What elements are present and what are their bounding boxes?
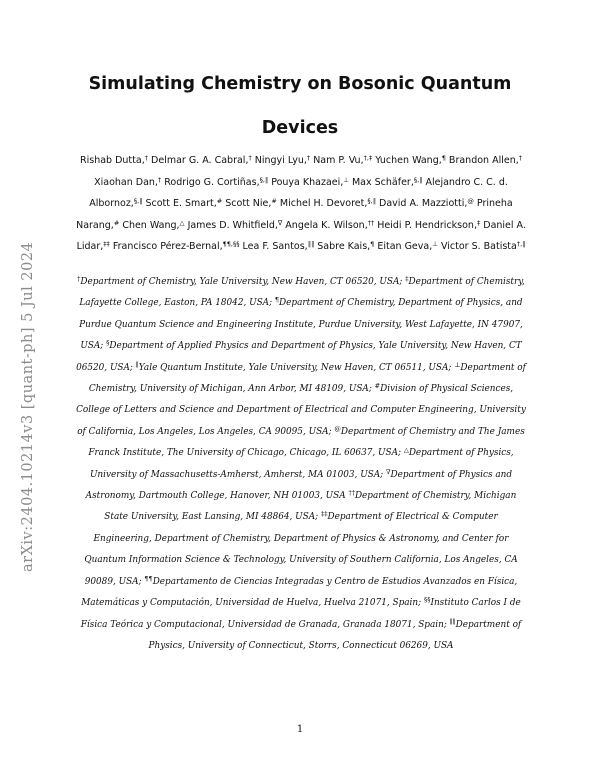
- author: Delmar G. A. Cabral,†: [151, 154, 252, 166]
- affiliation: ∥Yale Quantum Institute, Yale University, New Haven, CT 06511, USA;: [135, 360, 452, 373]
- author: Chen Wang,△: [122, 218, 185, 231]
- arxiv-identifier: arXiv:2404.10214v3 [quant-ph] 5 Jul 2024: [20, 241, 36, 572]
- author: Victor S. Batista†,∥: [440, 240, 526, 252]
- author: Scott Nie,#: [225, 197, 277, 209]
- affiliation: ⊥Department of Chemistry, University of Michigan, Ann Arbor, MI 48109, USA;: [88, 360, 526, 395]
- author: Lea F. Santos,∥∥: [242, 240, 315, 252]
- author: Pouya Khazaei,⊥: [271, 175, 349, 188]
- affiliations: [76, 272, 526, 657]
- affiliation: #Division of Physical Sciences, College of Letters and Science and Department of Electrical and Computer Engineering, University of California, Los Angeles, Los Angeles, CA 90095, USA;: [76, 382, 526, 437]
- page-number: 1: [296, 724, 304, 735]
- author: Sabre Kais,¶: [317, 240, 375, 252]
- author: Eitan Geva,⊥: [377, 240, 438, 252]
- author: Daniel A. Lidar,‡‡: [76, 219, 526, 252]
- affiliation: ¶Department of Chemistry, Department of Physics, and Purdue Quantum Science and Engineering Institute, Purdue University, West Lafayette, IN 47907, USA;: [79, 296, 523, 352]
- author-list: [70, 150, 532, 258]
- author: Nam P. Vu,†,‡: [313, 154, 373, 166]
- author: Scott E. Smart,#: [145, 197, 223, 209]
- author: Yuchen Wang,¶: [375, 154, 446, 166]
- affiliation: ∇Department of Physics and Astronomy, Dartmouth College, Hanover, NH 01003, USA: [85, 467, 513, 502]
- author: Francisco Pérez-Bernal,¶¶,§§: [112, 240, 240, 252]
- affiliation: §Department of Applied Physics and Department of Physics, Yale University, New Haven, CT 06520, USA;: [76, 339, 522, 373]
- affiliation: ††Department of Chemistry, Michigan State University, East Lansing, MI 48864, USA;: [104, 489, 517, 523]
- author: Rishab Dutta,†: [80, 154, 148, 166]
- author: Ningyi Lyu,†: [254, 154, 311, 166]
- affiliation: ‡‡Department of Electrical & Computer Engineering, Department of Chemistry, Department of Physics & Astronomy, and Center for Quantum Information Science & Technology, University of Southern California, Los Angeles, CA 90089, USA;: [84, 510, 518, 587]
- paper-title: Simulating Chemistry on Bosonic Quantum Devices: [88, 74, 512, 138]
- affiliation: ‡Department of Chemistry, Lafayette College, Easton, PA 18042, USA;: [79, 275, 525, 309]
- affiliation: ¶¶Departamento de Ciencias Integradas y Centro de Estudios Avanzados en Física, Matemáticas y Computación, Universidad de Huelva, Huelva 21071, Spain;: [81, 574, 518, 609]
- author: Brandon Allen,†: [448, 154, 522, 166]
- author: Rodrigo G. Cortiñas,§,∥: [164, 175, 269, 188]
- affiliation: §§Instituto Carlos I de Física Teórica y Computacional, Universidad de Granada, Granada 18071, Spain;: [80, 596, 521, 630]
- affiliation: @Department of Chemistry and The James Franck Institute, The University of Chicago, Chicago, IL 60637, USA;: [88, 424, 525, 459]
- affiliation: ∥∥Department of Physics, University of Connecticut, Storrs, Connecticut 06269, USA: [148, 617, 522, 651]
- author: Prineha Narang,#: [76, 198, 513, 231]
- author: Michel H. Devoret,§,∥: [279, 197, 376, 209]
- author: Angela K. Wilson,††: [285, 218, 375, 231]
- affiliation: △Department of Physics, University of Massachusetts-Amherst, Amherst, MA 01003, USA;: [89, 446, 514, 480]
- author: James D. Whitfield,∇: [187, 218, 283, 231]
- author: David A. Mazziotti,@: [379, 197, 474, 209]
- author: Alejandro C. C. d. Albornoz,§,∥: [89, 176, 508, 209]
- author: Heidi P. Hendrickson,‡: [377, 218, 481, 231]
- author: Max Schäfer,§,∥: [351, 175, 423, 188]
- affiliation: †Department of Chemistry, Yale University, New Haven, CT 06520, USA;: [77, 275, 403, 287]
- author: Xiaohan Dan,†: [94, 175, 162, 188]
